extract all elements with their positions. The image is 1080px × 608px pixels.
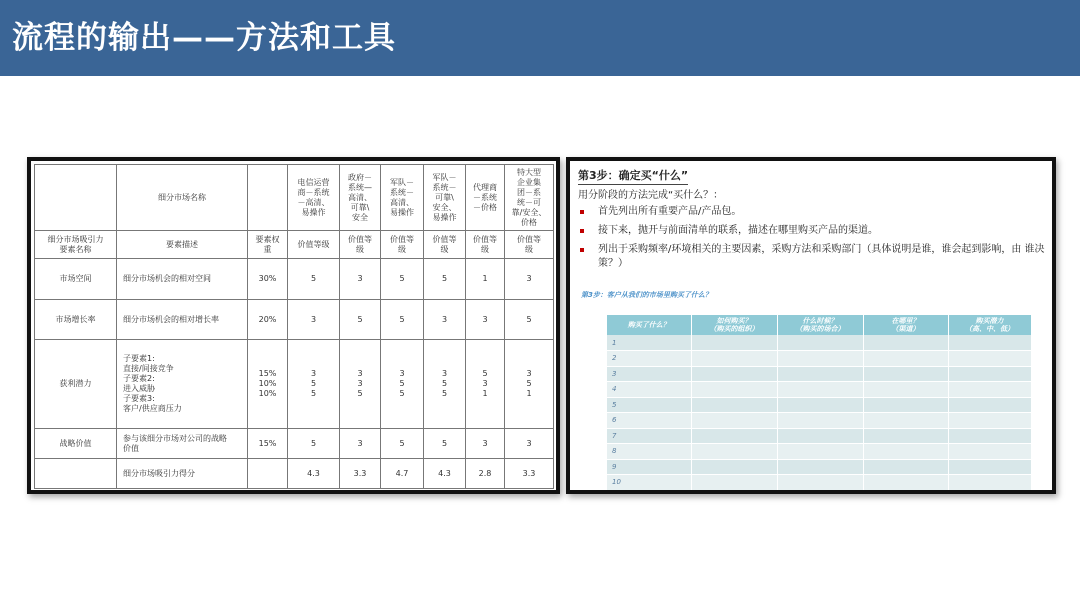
- segment-header: 电信运营 商－系统 －高清、 易操作: [288, 165, 340, 231]
- empty-cell: [948, 382, 1031, 398]
- empty-cell: [777, 444, 863, 460]
- table-row: [607, 382, 1031, 398]
- empty-cell: [948, 459, 1031, 475]
- grade-value: 3 5 1: [505, 340, 554, 429]
- empty-cell: [863, 444, 948, 460]
- empty-cell: [948, 351, 1031, 367]
- step3-panel: [566, 157, 1056, 494]
- header-row-segments: [35, 165, 554, 231]
- row-number: 4: [607, 382, 691, 398]
- purchase-table: [607, 315, 1032, 491]
- list-item: [578, 205, 1048, 219]
- empty-cell: [691, 335, 777, 351]
- empty-cell: [777, 428, 863, 444]
- total-score: 4.3: [288, 459, 340, 489]
- table-row: [607, 351, 1031, 367]
- grade-value: 5: [424, 429, 466, 459]
- header-row-grades: [35, 231, 554, 259]
- empty-cell: [691, 351, 777, 367]
- grade-value: 5: [288, 259, 340, 300]
- bullet-square-icon: [580, 229, 584, 233]
- grade-value: 5 3 1: [466, 340, 505, 429]
- segment-header: 军队－ 系统－ 高清、 易操作: [381, 165, 424, 231]
- grade-value: 5: [381, 259, 424, 300]
- empty-cell: [948, 444, 1031, 460]
- bullet-square-icon: [580, 248, 584, 252]
- grade-header: 价值等 级: [381, 231, 424, 259]
- empty-cell: [863, 382, 948, 398]
- grade-value: 3: [466, 429, 505, 459]
- bullet-text: 列出于采购频率/环境相关的主要因素，采购方法和采购部门（具体说明是谁，谁会起到影响，由 谁决策？）: [598, 244, 1045, 269]
- empty-cell: [777, 397, 863, 413]
- empty-cell: [777, 475, 863, 491]
- column-header: 购买潜力 （高、中、低）: [948, 315, 1031, 335]
- empty-cell: [948, 366, 1031, 382]
- segment-header: 政府－ 系统— 高清、 可靠\ 安全: [340, 165, 381, 231]
- step3-title: 第3步：确定买“什么”: [578, 167, 688, 185]
- grade-value: 5: [505, 300, 554, 340]
- table-row: [607, 397, 1031, 413]
- factor-weight: 15%: [248, 429, 288, 459]
- list-item: [578, 243, 1048, 271]
- empty-cell: [948, 413, 1031, 429]
- bullet-text: 首先列出所有重要产品/产品包。: [598, 206, 742, 217]
- row-number: 10: [607, 475, 691, 491]
- empty-cell: [248, 165, 288, 231]
- grade-value: 5: [424, 259, 466, 300]
- empty-cell: [691, 413, 777, 429]
- empty-cell: [777, 459, 863, 475]
- empty-cell: [863, 335, 948, 351]
- table-row: [607, 459, 1031, 475]
- factor-name: 市场增长率: [35, 300, 117, 340]
- empty-cell: [777, 382, 863, 398]
- factor-name: 市场空间: [35, 259, 117, 300]
- table-row: [607, 413, 1031, 429]
- empty-cell: [863, 459, 948, 475]
- table-row: [35, 300, 554, 340]
- grade-value: 5: [381, 429, 424, 459]
- column-header: 什么时候？ （购买的场合）: [777, 315, 863, 335]
- factor-description: 细分市场机会的相对增长率: [117, 300, 248, 340]
- table-row: [607, 444, 1031, 460]
- empty-cell: [863, 413, 948, 429]
- table-row: [607, 428, 1031, 444]
- segment-attractiveness-table: [34, 164, 554, 489]
- empty-cell: [948, 475, 1031, 491]
- grade-value: 3 5 5: [424, 340, 466, 429]
- table-caption: 第3步：客户从我们的市场里购买了什么？: [581, 291, 712, 299]
- empty-cell: [691, 382, 777, 398]
- list-item: [578, 224, 1048, 238]
- row-number: 9: [607, 459, 691, 475]
- total-score: 3.3: [340, 459, 381, 489]
- empty-cell: [948, 335, 1031, 351]
- column-header: 购买了什么？: [607, 315, 691, 335]
- grade-header: 价值等 级: [424, 231, 466, 259]
- grade-value: 3: [340, 429, 381, 459]
- row-number: 1: [607, 335, 691, 351]
- grade-header: 价值等级: [288, 231, 340, 259]
- empty-cell: [863, 366, 948, 382]
- empty-cell: [948, 397, 1031, 413]
- row-number: 6: [607, 413, 691, 429]
- table-row: [607, 335, 1031, 351]
- column-header: 在哪里？ （渠道）: [863, 315, 948, 335]
- grade-value: 3: [288, 300, 340, 340]
- empty-cell: [863, 428, 948, 444]
- segment-header: 特大型 企业集 团－系 统－可 靠/安全、 价格: [505, 165, 554, 231]
- factor-description: 细分市场机会的相对空间: [117, 259, 248, 300]
- step3-bullet-list: [578, 205, 1048, 276]
- empty-cell: [35, 165, 117, 231]
- grade-header: 价值等 级: [505, 231, 554, 259]
- factor-description: 参与该细分市场对公司的战略 价值: [117, 429, 248, 459]
- segment-header: 代理商 －系统 －价格: [466, 165, 505, 231]
- factor-weight: 20%: [248, 300, 288, 340]
- total-score: 4.3: [424, 459, 466, 489]
- grade-value: 3: [424, 300, 466, 340]
- column-header: 如何购买？ （购买的组织）: [691, 315, 777, 335]
- segment-attractiveness-panel: [27, 157, 560, 494]
- grade-value: 5: [340, 300, 381, 340]
- table-row: [35, 340, 554, 429]
- empty-cell: [948, 428, 1031, 444]
- factor-description: 子要素1: 直接/间接竞争 子要素2: 进入威胁 子要素3: 客户/供应商压力: [117, 340, 248, 429]
- step3-intro: 用分阶段的方法完成“买什么？：: [578, 190, 724, 201]
- empty-cell: [691, 366, 777, 382]
- row-number: 8: [607, 444, 691, 460]
- total-row: [35, 459, 554, 489]
- empty-cell: [863, 397, 948, 413]
- total-score: 3.3: [505, 459, 554, 489]
- factor-name: 战略价值: [35, 429, 117, 459]
- table-row: [35, 429, 554, 459]
- weight-header: 要素权 重: [248, 231, 288, 259]
- empty-cell: [777, 366, 863, 382]
- segment-header: 军队－ 系统－ 可靠\ 安全、 易操作: [424, 165, 466, 231]
- empty-cell: [691, 459, 777, 475]
- grade-header: 价值等 级: [466, 231, 505, 259]
- total-score: 4.7: [381, 459, 424, 489]
- table-row: [607, 475, 1031, 491]
- empty-cell: [691, 397, 777, 413]
- empty-cell: [863, 351, 948, 367]
- empty-cell: [691, 475, 777, 491]
- bullet-text: 接下来，抛开与前面清单的联系，描述在哪里购买产品的渠道。: [598, 225, 878, 236]
- bullet-square-icon: [580, 210, 584, 214]
- row-number: 3: [607, 366, 691, 382]
- empty-cell: [777, 413, 863, 429]
- grade-value: 3: [505, 429, 554, 459]
- empty-cell: [777, 351, 863, 367]
- grade-value: 3: [466, 300, 505, 340]
- segment-name-header: 细分市场名称: [117, 165, 248, 231]
- row-number: 5: [607, 397, 691, 413]
- factor-weight: 15% 10% 10%: [248, 340, 288, 429]
- total-score: 2.8: [466, 459, 505, 489]
- grade-value: 3 3 5: [340, 340, 381, 429]
- grade-value: 5: [288, 429, 340, 459]
- factor-name-header: 细分市场吸引力 要素名称: [35, 231, 117, 259]
- table-row: [607, 366, 1031, 382]
- empty-cell: [691, 444, 777, 460]
- empty-cell: [248, 459, 288, 489]
- factor-name: 获利潜力: [35, 340, 117, 429]
- title-bar: [0, 0, 1080, 76]
- grade-value: 5: [381, 300, 424, 340]
- grade-value: 3 5 5: [288, 340, 340, 429]
- total-label: 细分市场吸引力得分: [117, 459, 248, 489]
- row-number: 7: [607, 428, 691, 444]
- grade-value: 3: [505, 259, 554, 300]
- grade-value: 1: [466, 259, 505, 300]
- row-number: 2: [607, 351, 691, 367]
- table-row: [35, 259, 554, 300]
- grade-value: 3 5 5: [381, 340, 424, 429]
- page-title: 流程的输出——方法和工具: [12, 20, 396, 56]
- grade-value: 3: [340, 259, 381, 300]
- grade-header: 价值等 级: [340, 231, 381, 259]
- empty-cell: [691, 428, 777, 444]
- factor-weight: 30%: [248, 259, 288, 300]
- empty-cell: [863, 475, 948, 491]
- purchase-table-header: [607, 315, 1031, 335]
- empty-cell: [777, 335, 863, 351]
- description-header: 要素描述: [117, 231, 248, 259]
- empty-cell: [35, 459, 117, 489]
